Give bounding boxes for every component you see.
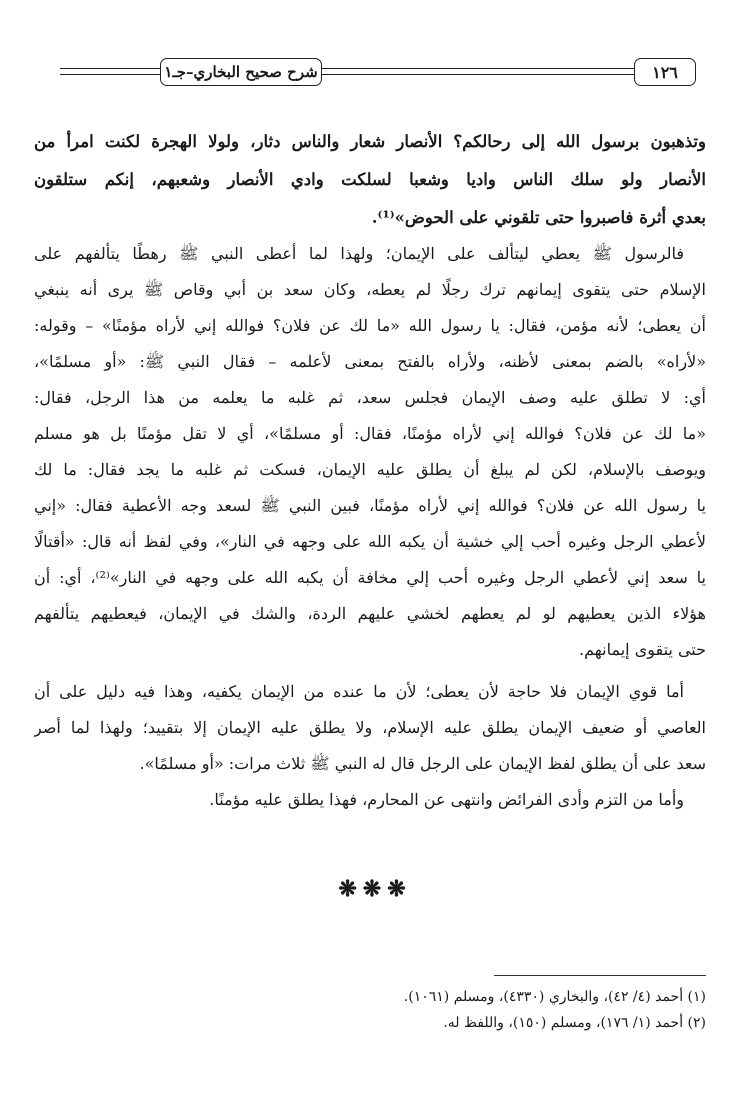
section-separator: ❋❋❋: [338, 876, 412, 902]
page-header: [60, 58, 700, 94]
text-line: الأنصار ولو سلك الناس واديا وشعبا لسلكت وادي الأنصار وشعبهم، إنكم ستلقون: [34, 170, 706, 189]
footnote: (١) أحمد (٤/ ٤٢)، والبخاري (٤٣٣٠)، ومسلم (١٠٦١).: [403, 989, 706, 1005]
text-line: يا رسول الله عن فلان؟ فوالله إني لأراه مؤمنًا، فبين النبي ﷺ لسعد وجه الأعطية فقال: «إني: [34, 496, 706, 515]
commentary-text: [34, 236, 706, 818]
text-line: وأما من التزم وأدى الفرائض وانتهى عن المحارم، فهذا يطلق عليه مؤمنًا.: [209, 790, 684, 809]
text-line: هؤلاء الذين يعطيهم لو لم يعطهم لخشي عليهم الردة، والشك في الإيمان، فيعطيهم يتألفهم: [34, 604, 706, 623]
text-line: بعدي أثرة فاصبروا حتى تلقوني على الحوض»⁽¹⁾.: [371, 208, 706, 227]
text-line: لأعطي الرجل وغيره أحب إلي خشية أن يكبه الله على وجهه في النار»، وفي لفظ أنه قال: «أقتالًا: [34, 532, 706, 551]
text-line: الإسلام حتى يتقوى إيمانهم ترك رجلًا لم يعطه، وكان سعد بن أبي وقاص ﷺ يرى أنه ينبغي: [34, 280, 706, 299]
text-line: أي: لا تطلق عليه وصف الإيمان فجلس سعد، ثم غلبه ما يعلمه من هذا الرجل، فقال:: [34, 388, 706, 407]
footnote-divider: [494, 975, 706, 976]
text-line: ويوصف بالإسلام، لكن لم يبلغ أن يطلق عليه الإيمان، فسكت ثم غلبه ما يجد فقال: ما لك: [34, 460, 706, 479]
text-line: يا سعد إني لأعطي الرجل وغيره أحب إلي مخافة أن يكبه الله على وجهه في النار»⁽²⁾، أي: أن: [34, 568, 706, 587]
header-rule: [322, 74, 634, 75]
text-line: أن يعطى؛ لأنه مؤمن، فقال: يا رسول الله «ما لك عن فلان؟ فوالله إني لأراه مؤمنًا» – وقوله:: [34, 316, 706, 335]
text-line: «لأراه» بالضم بمعنى لأظنه، ولأراه بالفتح بمعنى لأعلمه – فقال النبي ﷺ: «أو مسلمًا»،: [34, 352, 706, 371]
page-number: ١٢٦: [634, 58, 696, 86]
footnotes: [34, 984, 706, 1036]
text-line: حتى يتقوى إيمانهم.: [579, 640, 706, 659]
running-title: شرح صحيح البخاري–جـ١: [160, 58, 322, 86]
hadith-quote: [34, 123, 706, 237]
header-rule: [60, 68, 160, 69]
text-line: سعد على أن يطلق لفظ الإيمان على الرجل قال له النبي ﷺ ثلاث مرات: «أو مسلمًا».: [139, 754, 706, 773]
header-rule: [60, 74, 160, 75]
header-rule: [322, 68, 634, 69]
footnote: (٢) أحمد (١/ ١٧٦)، ومسلم (١٥٠)، واللفظ له.: [443, 1015, 706, 1031]
text-line: العاصي أو ضعيف الإيمان يطلق عليه الإسلام، ولا يطلق عليه الإيمان إلا بتقييد؛ ولهذا لما أصر: [34, 718, 706, 737]
text-line: أما قوي الإيمان فلا حاجة لأن يعطى؛ لأن ما عنده من الإيمان يكفيه، وهذا فيه دليل على أن: [34, 682, 684, 701]
text-line: «ما لك عن فلان؟ فوالله إني لأراه مؤمنًا، فقال: أو مسلمًا»، أي لا تقل مؤمنًا بل هو مسلم: [34, 424, 706, 443]
text-line: فالرسول ﷺ يعطي ليتألف على الإيمان؛ ولهذا لما أعطى النبي ﷺ رهطًا يتألفهم على: [34, 244, 684, 263]
text-line: وتذهبون برسول الله إلى رحالكم؟ الأنصار شعار والناس دثار، ولولا الهجرة لكنت امرأ من: [34, 132, 706, 151]
